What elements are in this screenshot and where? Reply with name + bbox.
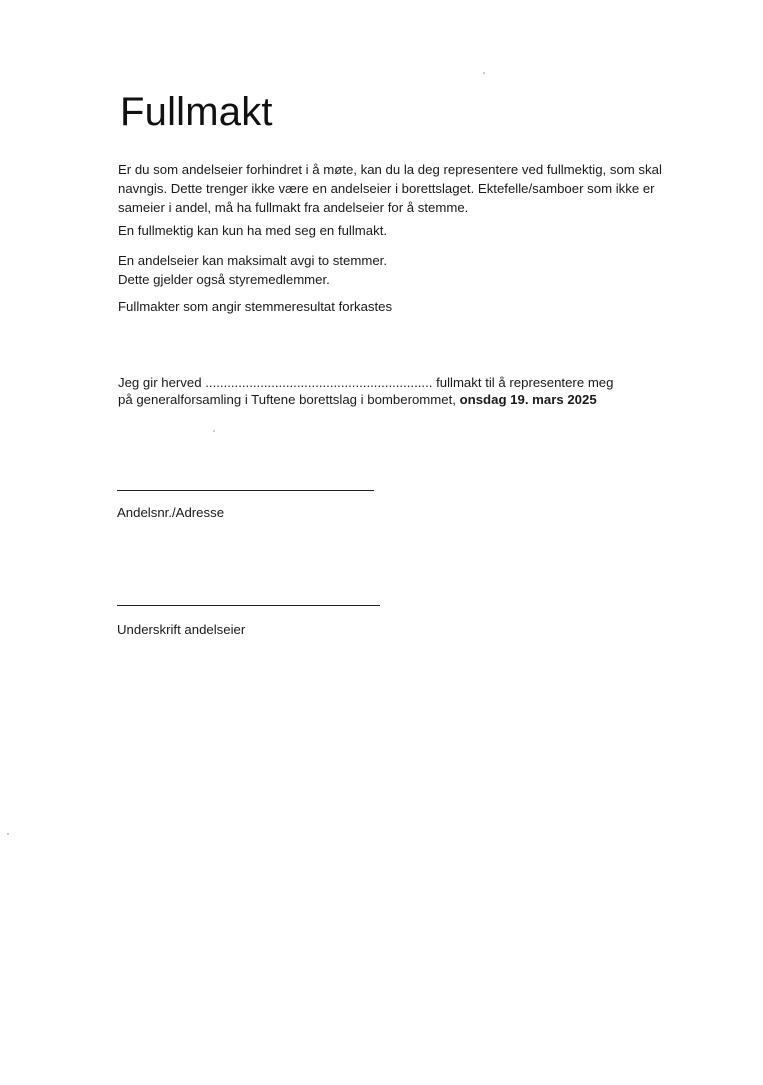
- address-label: Andelsnr./Adresse: [117, 505, 225, 520]
- proxy-statement: [118, 374, 678, 408]
- proxy-statement-line-1: [118, 374, 678, 391]
- meeting-date: onsdag 19. mars 2025: [459, 392, 597, 407]
- address-line[interactable]: [117, 490, 374, 491]
- scan-speck: [7, 833, 9, 835]
- intro-line-2: navngis. Dette trenger ikke være en andelseier i borettslaget. Ektefelle/samboer som ikke er: [118, 181, 655, 196]
- intro-paragraph: [118, 160, 678, 217]
- intro-line-1: Er du som andelseier forhindret i å møte, kan du la deg representere ved fullmektig, som skal: [118, 162, 662, 177]
- vote-limit-paragraph: [118, 251, 678, 289]
- statement-prefix: Jeg gir herved: [118, 375, 202, 390]
- meeting-location: på generalforsamling i Tuftene borettslag i bomberommet,: [118, 392, 456, 407]
- document-title: Fullmakt: [120, 90, 273, 134]
- statement-suffix: fullmakt til å representere meg: [436, 375, 614, 390]
- rejection-paragraph: Fullmakter som angir stemmeresultat forkastes: [118, 299, 393, 314]
- proxy-limit-paragraph: En fullmektig kan kun ha med seg en fullmakt.: [118, 223, 388, 238]
- vote-limit-line-1: En andelseier kan maksimalt avgi to stemmer.: [118, 253, 387, 268]
- intro-line-3: sameier i andel, må ha fullmakt fra andelseier for å stemme.: [118, 200, 469, 215]
- proxy-name-blank[interactable]: ..............................................................: [205, 375, 433, 390]
- signature-label: Underskrift andelseier: [117, 622, 246, 637]
- vote-limit-line-2: Dette gjelder også styremedlemmer.: [118, 272, 330, 287]
- signature-line[interactable]: [117, 605, 380, 606]
- proxy-statement-line-2: [118, 391, 678, 408]
- scan-speck: [213, 430, 215, 432]
- scan-speck: [483, 72, 485, 74]
